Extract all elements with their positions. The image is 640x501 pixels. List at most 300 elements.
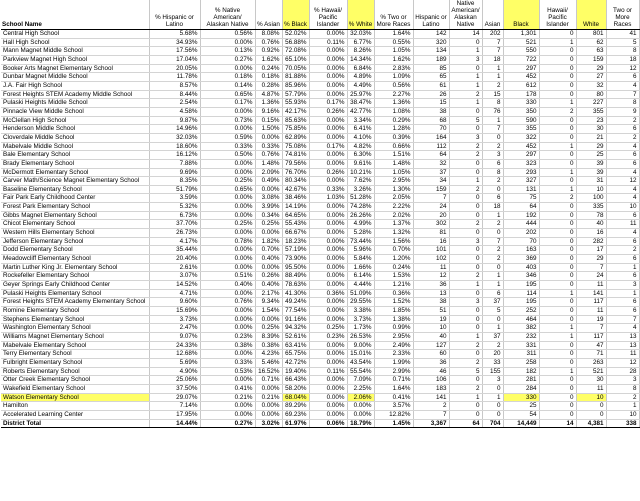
header-native: Native American/ Alaskan Native: [449, 0, 482, 30]
cell-two-or-more: 5: [606, 38, 639, 47]
cell-two-or-more: 1: [606, 263, 639, 272]
cell-pct-hispanic: 9.69%: [149, 168, 200, 177]
cell-black: 452: [503, 142, 539, 151]
cell-pct-black: 56.88%: [282, 38, 309, 47]
cell-asian: 7: [482, 125, 503, 134]
cell-pct-two-or-more: 1.38%: [374, 315, 413, 324]
cell-white: 21: [576, 133, 606, 142]
cell-pct-asian: 3.08%: [255, 194, 282, 203]
cell-white: 0: [576, 410, 606, 419]
cell-hawaii: 0: [539, 384, 576, 393]
cell-pct-white: 43.54%: [347, 358, 374, 367]
cell-pct-two-or-more: 1.64%: [374, 384, 413, 393]
cell-pct-two-or-more: 2.02%: [374, 211, 413, 220]
cell-hawaii: 1: [539, 38, 576, 47]
cell-pct-hawaii: 0.00%: [309, 116, 347, 125]
cell-two-or-more: 7: [606, 315, 639, 324]
cell-black: 550: [503, 47, 539, 56]
cell-pct-native: 0.00%: [200, 211, 255, 220]
cell-hispanic: 36: [413, 358, 449, 367]
cell-white: 29: [576, 142, 606, 151]
table-row: [1, 289, 639, 298]
table-row: [1, 332, 639, 341]
cell-pct-hawaii: 0.00%: [309, 73, 347, 82]
cell-asian: 33: [482, 358, 503, 367]
cell-hawaii: 1: [539, 332, 576, 341]
cell-school-name: Otter Creek Elementary School: [1, 376, 149, 385]
cell-hispanic: 13: [413, 289, 449, 298]
cell-pct-two-or-more: 1.37%: [374, 220, 413, 229]
cell-pct-hawaii: 0.00%: [309, 263, 347, 272]
cell-pct-native: 0.00%: [200, 194, 255, 203]
cell-pct-white: 3.73%: [347, 315, 374, 324]
cell-pct-asian: 0.00%: [255, 315, 282, 324]
cell-asian: 7: [482, 47, 503, 56]
cell-two-or-more: 1: [606, 402, 639, 411]
cell-native: 0: [449, 64, 482, 73]
cell-pct-asian: 0.25%: [255, 220, 282, 229]
cell-pct-black: 58.20%: [282, 384, 309, 393]
header-hawaii: Hawaii/ Pacific Islander: [539, 0, 576, 30]
cell-pct-black: 55.93%: [282, 99, 309, 108]
table-row: [1, 151, 639, 160]
cell-pct-native: 0.27%: [200, 419, 255, 428]
cell-asian: 76: [482, 107, 503, 116]
cell-hispanic: 302: [413, 220, 449, 229]
cell-hawaii: 0: [539, 393, 576, 402]
table-row: [1, 220, 639, 229]
cell-pct-two-or-more: 1.32%: [374, 229, 413, 238]
cell-native: 1: [449, 177, 482, 186]
cell-pct-hispanic: 5.32%: [149, 203, 200, 212]
cell-hispanic: 19: [413, 315, 449, 324]
cell-pct-asian: 0.18%: [255, 73, 282, 82]
cell-pct-white: 0.00%: [347, 402, 374, 411]
cell-asian: 1: [482, 73, 503, 82]
table-row: [1, 203, 639, 212]
cell-native: 1: [449, 99, 482, 108]
cell-pct-black: 79.56%: [282, 159, 309, 168]
cell-school-name: Pinnacle View Middle School: [1, 107, 149, 116]
cell-pct-native: 0.65%: [200, 185, 255, 194]
table-row: [1, 47, 639, 56]
cell-pct-asian: 8.08%: [255, 30, 282, 39]
cell-hawaii: 0: [539, 341, 576, 350]
cell-pct-two-or-more: 1.21%: [374, 281, 413, 290]
cell-school-name: Dunbar Magnet Middle School: [1, 73, 149, 82]
cell-two-or-more: 12: [606, 177, 639, 186]
cell-white: 23: [576, 116, 606, 125]
cell-pct-white: 51.28%: [347, 194, 374, 203]
cell-native: 0: [449, 194, 482, 203]
table-row: [1, 211, 639, 220]
cell-white: 4,381: [576, 419, 606, 428]
cell-two-or-more: 41: [606, 30, 639, 39]
cell-school-name: Bale Elementary School: [1, 151, 149, 160]
cell-pct-hispanic: 16.12%: [149, 151, 200, 160]
cell-pct-asian: 0.00%: [255, 402, 282, 411]
cell-native: 0: [449, 229, 482, 238]
cell-pct-native: 0.13%: [200, 47, 255, 56]
cell-asian: 1: [482, 324, 503, 333]
cell-hispanic: 101: [413, 246, 449, 255]
header-pct-hispanic: % Hispanic or Latino: [149, 0, 200, 30]
cell-pct-hawaii: 0.17%: [309, 142, 347, 151]
header-asian: Asian: [482, 0, 503, 30]
cell-hawaii: 0: [539, 237, 576, 246]
cell-pct-hawaii: 0.00%: [309, 246, 347, 255]
cell-black: 284: [503, 384, 539, 393]
cell-pct-hispanic: 37.70%: [149, 220, 200, 229]
cell-white: 31: [576, 177, 606, 186]
cell-asian: 37: [482, 332, 503, 341]
table-row: [1, 99, 639, 108]
cell-two-or-more: 18: [606, 55, 639, 64]
cell-hispanic: 64: [413, 151, 449, 160]
cell-pct-black: 69.23%: [282, 410, 309, 419]
cell-school-name: Baseline Elementary School: [1, 185, 149, 194]
cell-hawaii: 0: [539, 151, 576, 160]
cell-pct-white: 73.44%: [347, 237, 374, 246]
cell-hawaii: 0: [539, 315, 576, 324]
cell-two-or-more: 6: [606, 151, 639, 160]
cell-pct-native: 0.53%: [200, 367, 255, 376]
cell-pct-asian: 0.38%: [255, 341, 282, 350]
cell-pct-white: 2.25%: [347, 384, 374, 393]
cell-pct-asian: 0.00%: [255, 410, 282, 419]
cell-hispanic: 46: [413, 367, 449, 376]
cell-pct-two-or-more: 1.53%: [374, 272, 413, 281]
cell-native: 3: [449, 55, 482, 64]
table-row: [1, 255, 639, 264]
cell-native: 1: [449, 281, 482, 290]
cell-pct-white: 5.28%: [347, 229, 374, 238]
cell-two-or-more: 3: [606, 376, 639, 385]
cell-hawaii: 0: [539, 116, 576, 125]
cell-two-or-more: 4: [606, 81, 639, 90]
cell-pct-black: 85.63%: [282, 116, 309, 125]
cell-asian: 0: [482, 133, 503, 142]
cell-two-or-more: 4: [606, 229, 639, 238]
cell-pct-hispanic: 32.03%: [149, 133, 200, 142]
cell-pct-two-or-more: 1.52%: [374, 298, 413, 307]
cell-white: 10: [576, 393, 606, 402]
cell-pct-asian: 0.26%: [255, 272, 282, 281]
cell-pct-white: 0.00%: [347, 410, 374, 419]
cell-native: 3: [449, 298, 482, 307]
cell-white: 39: [576, 159, 606, 168]
cell-pct-hispanic: 4.58%: [149, 107, 200, 116]
cell-hawaii: 0: [539, 358, 576, 367]
cell-black: 612: [503, 81, 539, 90]
cell-hawaii: 1: [539, 99, 576, 108]
cell-pct-asian: 0.76%: [255, 38, 282, 47]
header-two-or-more: Two or More Races: [606, 0, 639, 30]
cell-school-name: Western Hills Elementary School: [1, 229, 149, 238]
cell-pct-two-or-more: 0.56%: [374, 81, 413, 90]
cell-pct-two-or-more: 2.95%: [374, 332, 413, 341]
cell-hispanic: 81: [413, 229, 449, 238]
cell-pct-hispanic: 8.57%: [149, 81, 200, 90]
cell-school-name: Henderson Middle School: [1, 125, 149, 134]
cell-pct-hispanic: 24.33%: [149, 341, 200, 350]
cell-pct-white: 1.66%: [347, 263, 374, 272]
cell-black: 54: [503, 410, 539, 419]
cell-pct-two-or-more: 1.09%: [374, 73, 413, 82]
cell-pct-asian: 8.39%: [255, 332, 282, 341]
cell-black: 297: [503, 151, 539, 160]
cell-pct-black: 77.54%: [282, 307, 309, 316]
cell-asian: 202: [482, 30, 503, 39]
table-row: [1, 341, 639, 350]
cell-pct-hawaii: 0.00%: [309, 55, 347, 64]
cell-school-name: Central High School: [1, 30, 149, 39]
cell-native: 0: [449, 315, 482, 324]
cell-pct-two-or-more: 0.71%: [374, 376, 413, 385]
cell-pct-two-or-more: 1.62%: [374, 55, 413, 64]
cell-pct-white: 6.84%: [347, 64, 374, 73]
cell-pct-two-or-more: 1.51%: [374, 151, 413, 160]
cell-white: 39: [576, 168, 606, 177]
cell-white: 29: [576, 64, 606, 73]
cell-pct-two-or-more: 2.95%: [374, 177, 413, 186]
cell-hawaii: 0: [539, 73, 576, 82]
cell-school-name: Jefferson Elementary School: [1, 237, 149, 246]
cell-school-name: Hall High School: [1, 38, 149, 47]
cell-black: 444: [503, 220, 539, 229]
cell-pct-asian: 0.71%: [255, 376, 282, 385]
cell-pct-white: 3.26%: [347, 185, 374, 194]
cell-pct-native: 0.18%: [200, 73, 255, 82]
cell-pct-native: 0.00%: [200, 307, 255, 316]
table-row: [1, 64, 639, 73]
table-row: [1, 185, 639, 194]
cell-two-or-more: 6: [606, 159, 639, 168]
cell-pct-white: 4.82%: [347, 142, 374, 151]
cell-hispanic: 159: [413, 185, 449, 194]
cell-pct-asian: 3.99%: [255, 203, 282, 212]
cell-pct-two-or-more: 1.30%: [374, 185, 413, 194]
cell-hispanic: 68: [413, 116, 449, 125]
cell-asian: 2: [482, 81, 503, 90]
cell-pct-native: 0.00%: [200, 64, 255, 73]
cell-hawaii: 0: [539, 211, 576, 220]
cell-hawaii: 1: [539, 185, 576, 194]
cell-hawaii: 0: [539, 272, 576, 281]
cell-hispanic: 102: [413, 255, 449, 264]
cell-pct-hispanic: 12.68%: [149, 350, 200, 359]
cell-black: 192: [503, 211, 539, 220]
cell-asian: 2: [482, 246, 503, 255]
cell-pct-black: 78.63%: [282, 281, 309, 290]
cell-native: 0: [449, 38, 482, 47]
cell-two-or-more: 9: [606, 107, 639, 116]
cell-pct-two-or-more: 1.36%: [374, 99, 413, 108]
cell-pct-black: 61.97%: [282, 419, 309, 428]
cell-hispanic: 37: [413, 168, 449, 177]
cell-hawaii: 0: [539, 298, 576, 307]
cell-white: 80: [576, 90, 606, 99]
cell-native: 0: [449, 203, 482, 212]
cell-white: 11: [576, 384, 606, 393]
cell-native: 1: [449, 81, 482, 90]
cell-school-name: Gibbs Magnet Elementary School: [1, 211, 149, 220]
cell-two-or-more: 4: [606, 142, 639, 151]
cell-pct-hawaii: 0.00%: [309, 393, 347, 402]
cell-school-name: Williams Magnet Elementary School: [1, 332, 149, 341]
cell-school-name: McClellan High School: [1, 116, 149, 125]
table-row: [1, 315, 639, 324]
table-row: [1, 281, 639, 290]
cell-black: 346: [503, 272, 539, 281]
cell-black: 403: [503, 263, 539, 272]
cell-school-name: Wakefield Elementary School: [1, 384, 149, 393]
cell-hispanic: 16: [413, 237, 449, 246]
cell-pct-native: 0.33%: [200, 358, 255, 367]
cell-pct-hispanic: 4.71%: [149, 289, 200, 298]
cell-white: 141: [576, 289, 606, 298]
cell-asian: 1: [482, 211, 503, 220]
cell-pct-two-or-more: 3.57%: [374, 402, 413, 411]
cell-native: 2: [449, 90, 482, 99]
cell-asian: 15: [482, 90, 503, 99]
cell-pct-white: 18.79%: [347, 419, 374, 428]
cell-school-name: Brady Elementary School: [1, 159, 149, 168]
cell-pct-hispanic: 29.07%: [149, 393, 200, 402]
table-row: [1, 194, 639, 203]
cell-pct-native: 0.23%: [200, 332, 255, 341]
table-row: [1, 142, 639, 151]
cell-pct-black: 76.70%: [282, 168, 309, 177]
cell-pct-asian: 2.17%: [255, 289, 282, 298]
cell-pct-hawaii: 0.00%: [309, 272, 347, 281]
cell-pct-native: 0.00%: [200, 324, 255, 333]
cell-hispanic: 106: [413, 376, 449, 385]
cell-pct-hispanic: 3.73%: [149, 315, 200, 324]
cell-school-name: Martin Luther King Jr. Elementary School: [1, 263, 149, 272]
cell-asian: 3: [482, 151, 503, 160]
cell-pct-black: 57.19%: [282, 246, 309, 255]
cell-pct-asian: 5.46%: [255, 358, 282, 367]
cell-pct-asian: 0.49%: [255, 177, 282, 186]
cell-black: 722: [503, 55, 539, 64]
cell-asian: 0: [482, 263, 503, 272]
cell-pct-white: 4.10%: [347, 133, 374, 142]
cell-two-or-more: 8: [606, 99, 639, 108]
cell-two-or-more: 3: [606, 281, 639, 290]
cell-pct-white: 5.84%: [347, 255, 374, 264]
cell-hispanic: 40: [413, 332, 449, 341]
cell-pct-hawaii: 1.03%: [309, 194, 347, 203]
cell-pct-asian: 0.25%: [255, 324, 282, 333]
cell-pct-hispanic: 17.04%: [149, 55, 200, 64]
cell-black: 590: [503, 116, 539, 125]
cell-pct-hispanic: 9.60%: [149, 298, 200, 307]
cell-hispanic: 11: [413, 263, 449, 272]
cell-native: 0: [449, 107, 482, 116]
cell-white: 24: [576, 272, 606, 281]
cell-pct-white: 51.09%: [347, 289, 374, 298]
cell-pct-white: 26.53%: [347, 332, 374, 341]
cell-white: 40: [576, 220, 606, 229]
cell-pct-asian: 0.40%: [255, 255, 282, 264]
cell-pct-hawaii: 0.00%: [309, 203, 347, 212]
cell-hispanic: 112: [413, 142, 449, 151]
cell-school-name: Pulaski Heights Middle School: [1, 99, 149, 108]
cell-two-or-more: 6: [606, 125, 639, 134]
cell-pct-native: 0.00%: [200, 38, 255, 47]
cell-native: 5: [449, 367, 482, 376]
cell-two-or-more: 6: [606, 272, 639, 281]
cell-pct-hispanic: 2.61%: [149, 263, 200, 272]
cell-school-name: Washington Elementary School: [1, 324, 149, 333]
cell-white: 10: [576, 185, 606, 194]
cell-pct-black: 73.90%: [282, 255, 309, 264]
cell-pct-two-or-more: 0.66%: [374, 142, 413, 151]
cell-white: 71: [576, 350, 606, 359]
cell-pct-native: 0.50%: [200, 151, 255, 160]
cell-asian: 1: [482, 393, 503, 402]
table-row: [1, 237, 639, 246]
cell-black: 311: [503, 350, 539, 359]
table-row: [1, 177, 639, 186]
cell-pct-hawaii: 0.00%: [309, 30, 347, 39]
cell-black: 355: [503, 125, 539, 134]
cell-hawaii: 1: [539, 324, 576, 333]
cell-pct-black: 65.10%: [282, 55, 309, 64]
cell-pct-white: 2.06%: [347, 393, 374, 402]
cell-pct-white: 55.54%: [347, 367, 374, 376]
cell-native: 2: [449, 185, 482, 194]
cell-hispanic: 36: [413, 281, 449, 290]
cell-hawaii: 0: [539, 90, 576, 99]
cell-white: 11: [576, 281, 606, 290]
cell-pct-white: 9.00%: [347, 341, 374, 350]
cell-pct-native: 0.78%: [200, 237, 255, 246]
cell-pct-hawaii: 0.00%: [309, 255, 347, 264]
cell-two-or-more: 8: [606, 384, 639, 393]
cell-pct-hispanic: 25.06%: [149, 376, 200, 385]
cell-native: 0: [449, 211, 482, 220]
table-row: [1, 90, 639, 99]
cell-pct-hispanic: 8.44%: [149, 90, 200, 99]
cell-two-or-more: 8: [606, 47, 639, 56]
cell-pct-two-or-more: 0.41%: [374, 393, 413, 402]
cell-school-name: J.A. Fair High School: [1, 81, 149, 90]
cell-black: 195: [503, 298, 539, 307]
cell-native: 0: [449, 255, 482, 264]
cell-two-or-more: 2: [606, 133, 639, 142]
cell-pct-black: 95.50%: [282, 263, 309, 272]
cell-pct-asian: 0.00%: [255, 185, 282, 194]
cell-pct-hispanic: 8.35%: [149, 177, 200, 186]
table-row: [1, 125, 639, 134]
cell-pct-native: 0.00%: [200, 125, 255, 134]
cell-pct-hawaii: 0.00%: [309, 177, 347, 186]
cell-pct-black: 89.29%: [282, 402, 309, 411]
header-pct-two-or-more: % Two or More Races: [374, 0, 413, 30]
cell-pct-two-or-more: 1.05%: [374, 47, 413, 56]
cell-asian: 6: [482, 194, 503, 203]
cell-pct-black: 72.08%: [282, 47, 309, 56]
cell-asian: 20: [482, 350, 503, 359]
cell-pct-hawaii: 0.00%: [309, 341, 347, 350]
cell-pct-asian: 1.62%: [255, 55, 282, 64]
cell-pct-asian: 0.33%: [255, 142, 282, 151]
cell-pct-two-or-more: 1.85%: [374, 307, 413, 316]
cell-white: 282: [576, 237, 606, 246]
cell-pct-hispanic: 26.73%: [149, 229, 200, 238]
